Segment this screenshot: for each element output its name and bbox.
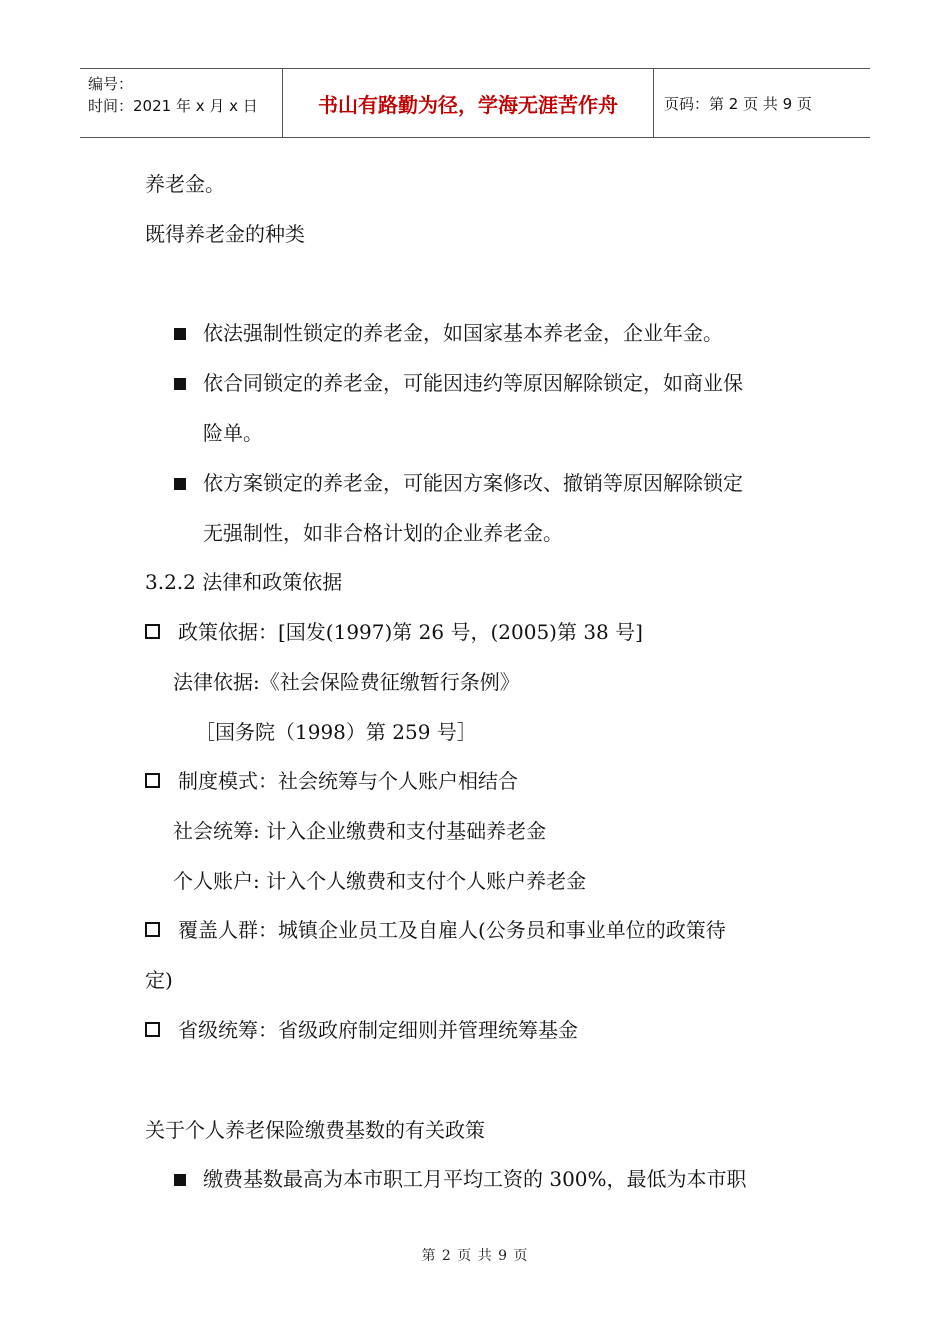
checklist-item-continuation: 定) — [145, 968, 173, 992]
paragraph-heading: 既得养老金的种类 — [145, 222, 305, 246]
filled-square-bullet-icon — [174, 369, 186, 397]
page-footer: 第 2 页 共 9 页 — [421, 1248, 529, 1264]
filled-square-bullet-icon — [174, 319, 186, 347]
paragraph-heading: 关于个人养老保险缴费基数的有关政策 — [145, 1118, 485, 1142]
section-heading: 3.2.2 法律和政策依据 — [145, 570, 343, 594]
sub-item: 法律依据:《社会保险费征缴暂行条例》 — [173, 670, 520, 694]
sub-item: 社会统筹: 计入企业缴费和支付基础养老金 — [173, 819, 547, 843]
header-meta — [80, 69, 282, 137]
bullet-item: 依方案锁定的养老金，可能因方案修改、撤销等原因解除锁定 — [203, 471, 743, 495]
bullet-item-continuation: 险单。 — [203, 421, 263, 445]
document-number: 编号： — [88, 75, 134, 93]
checklist-item: 覆盖人群：城镇企业员工及自雇人(公务员和事业单位的政策待 — [178, 918, 726, 942]
checklist-item: 省级统筹：省级政府制定细则并管理统筹基金 — [178, 1018, 578, 1042]
open-square-bullet-icon — [145, 767, 160, 795]
sub-item: ［国务院（1998）第 259 号］ — [195, 720, 477, 744]
sub-item: 个人账户: 计入个人缴费和支付个人账户养老金 — [173, 869, 587, 893]
open-square-bullet-icon — [145, 1016, 160, 1044]
open-square-bullet-icon — [145, 916, 160, 944]
bullet-item: 依法强制性锁定的养老金，如国家基本养老金，企业年金。 — [203, 321, 723, 345]
bullet-item: 缴费基数最高为本市职工月平均工资的 300%，最低为本市职 — [203, 1167, 747, 1191]
header-page-info: 页码：第 2 页 共 9 页 — [664, 94, 812, 113]
filled-square-bullet-icon — [174, 1165, 186, 1193]
filled-square-bullet-icon — [174, 469, 186, 497]
header-motto: 书山有路勤为径，学海无涯苦作舟 — [282, 69, 654, 137]
bullet-item-continuation: 无强制性，如非合格计划的企业养老金。 — [203, 521, 563, 545]
bullet-item: 依合同锁定的养老金，可能因违约等原因解除锁定，如商业保 — [203, 371, 743, 395]
page-header — [80, 68, 870, 138]
checklist-item: 政策依据：[国发(1997)第 26 号，(2005)第 38 号] — [178, 620, 643, 644]
checklist-item: 制度模式：社会统筹与个人账户相结合 — [178, 769, 518, 793]
document-date: 时间：2021 年 x 月 x 日 — [88, 97, 258, 115]
paragraph-text: 养老金。 — [145, 172, 225, 196]
open-square-bullet-icon — [145, 618, 160, 646]
